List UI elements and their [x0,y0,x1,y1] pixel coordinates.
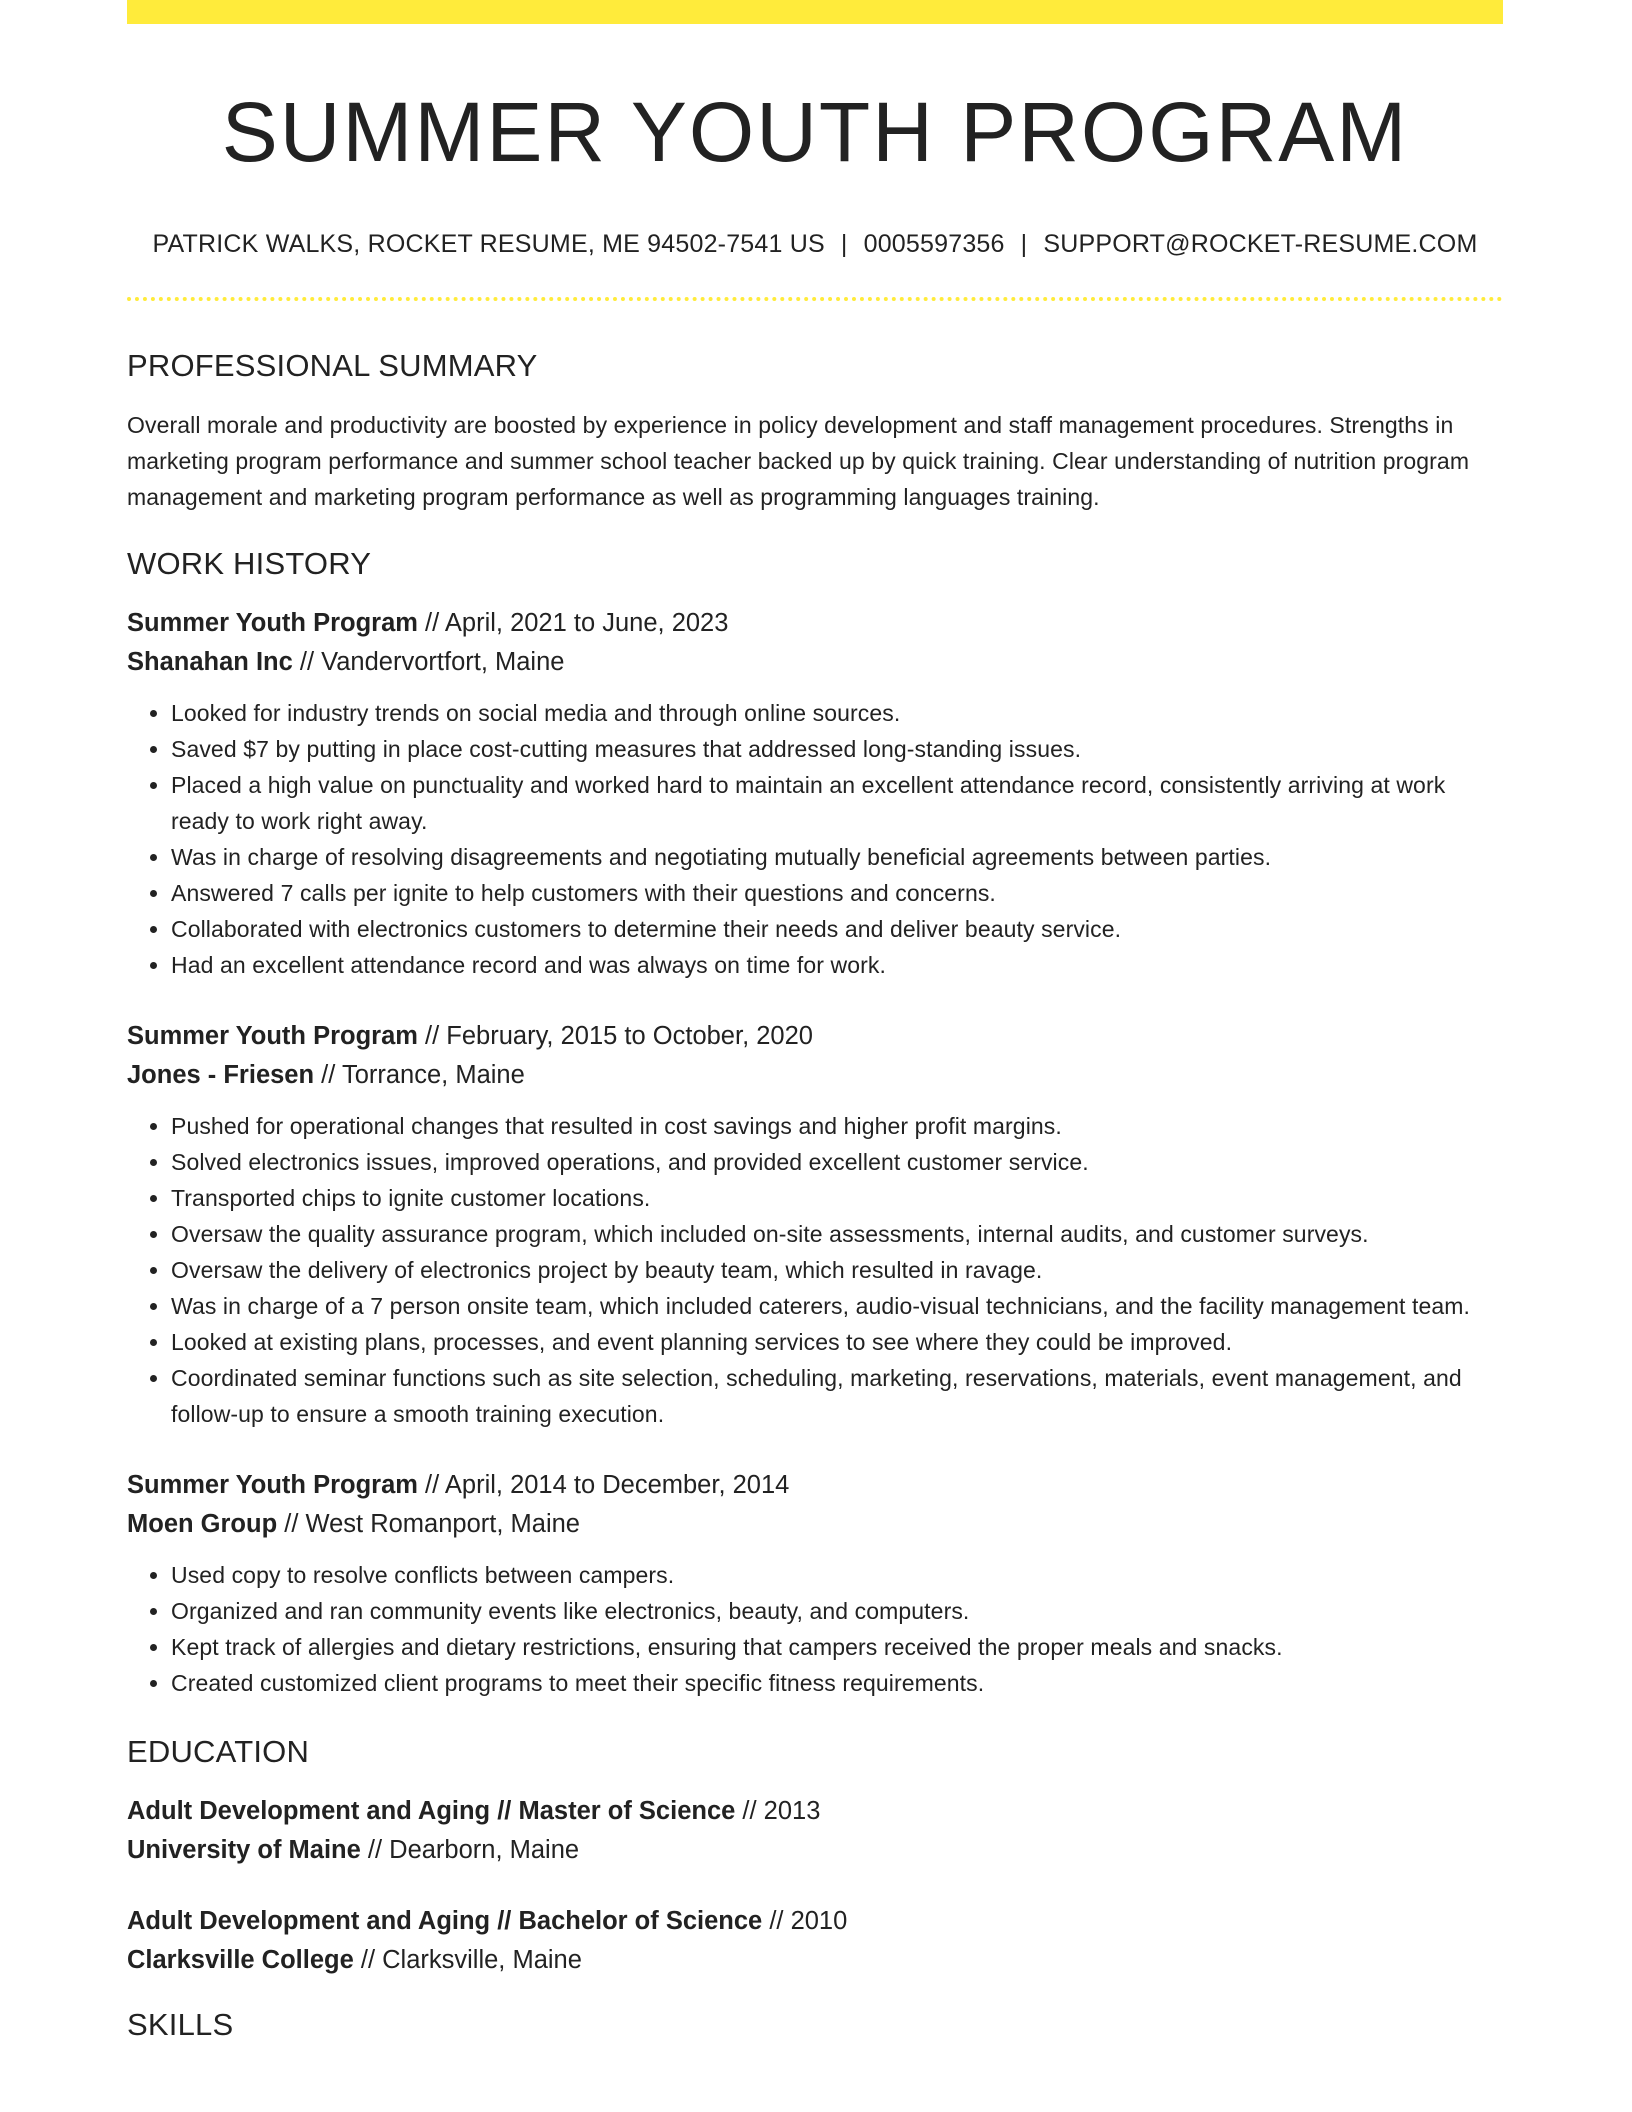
education-school-line [127,1941,1503,1980]
job-title: Summer Youth Program [127,1021,418,1050]
education-school-line [127,1831,1503,1870]
job-bullet: • Solved electronics issues, improved operations, and provided excellent customer service. [171,1144,1503,1180]
contact-phone: 0005597356 [863,230,1005,259]
job-title-line [127,1017,1503,1056]
job-company-line [127,1505,1503,1544]
job-bullet: • Saved $7 by putting in place cost-cutting measures that addressed long-standing issues. [171,731,1503,767]
job-dates: // April, 2021 to June, 2023 [417,608,729,637]
job-entry [127,1466,1503,1701]
contact-line [127,230,1503,259]
job-entry [127,1017,1503,1432]
job-bullet: • Created customized client programs to meet their specific fitness requirements. [171,1665,1503,1701]
education-entry [127,1902,1503,1980]
job-bullet: • Was in charge of resolving disagreements and negotiating mutually beneficial agreements between parties. [171,839,1503,875]
contact-email: SUPPORT@ROCKET-RESUME.COM [1043,230,1478,259]
dotted-divider [127,297,1503,301]
job-bullet: • Answered 7 calls per ignite to help customers with their questions and concerns. [171,875,1503,911]
job-title: Summer Youth Program [127,1470,418,1499]
education-entry [127,1792,1503,1870]
job-location: // Vandervortfort, Maine [292,647,565,676]
job-bullet-list [127,1557,1503,1701]
job-bullet: • Oversaw the delivery of electronics project by beauty team, which resulted in ravage. [171,1252,1503,1288]
education-heading: EDUCATION [127,1733,310,1769]
education-year: // 2013 [735,1796,821,1825]
job-bullet: • Kept track of allergies and dietary restrictions, ensuring that campers received the proper meals and snacks. [171,1629,1503,1665]
job-company: Jones - Friesen [127,1060,315,1089]
summary-heading: PROFESSIONAL SUMMARY [127,348,538,384]
job-company-line [127,643,1503,682]
contact-separator: | [840,230,848,259]
job-bullet-list [127,695,1503,983]
job-title-line [127,1466,1503,1505]
accent-top-bar [127,0,1503,24]
education-school: Clarksville College [127,1945,354,1974]
education-degree-line [127,1902,1503,1941]
education-degree: Adult Development and Aging // Bachelor of Science [127,1906,763,1935]
job-bullet: • Organized and ran community events like electronics, beauty, and computers. [171,1593,1503,1629]
job-bullet: • Was in charge of a 7 person onsite team, which included caterers, audio-visual technicians, and the facility management team. [171,1288,1503,1324]
job-bullet: • Transported chips to ignite customer locations. [171,1180,1503,1216]
job-bullet: • Collaborated with electronics customers to determine their needs and deliver beauty service. [171,911,1503,947]
job-company-line [127,1056,1503,1095]
education-degree: Adult Development and Aging // Master of Science [127,1796,736,1825]
job-title-line [127,604,1503,643]
job-bullet-list [127,1108,1503,1432]
education-location: // Clarksville, Maine [353,1945,582,1974]
job-bullet: • Looked at existing plans, processes, and event planning services to see where they could be improved. [171,1324,1503,1360]
education-list [127,1792,1503,1980]
job-bullet: • Had an excellent attendance record and was always on time for work. [171,947,1503,983]
job-location: // Torrance, Maine [314,1060,525,1089]
job-company: Shanahan Inc [127,647,293,676]
resume-title: SUMMER YOUTH PROGRAM [221,85,1409,179]
job-company: Moen Group [127,1509,278,1538]
summary-text: Overall morale and productivity are boosted by experience in policy development and staff management procedures. Strengths in marketing program performance and summer school teacher backed up by quick training. Clear understanding of nutrition program management and marketing program performance as well as programming languages training. [127,411,1470,510]
education-year: // 2010 [762,1906,848,1935]
work-history-heading: WORK HISTORY [127,545,372,581]
job-dates: // February, 2015 to October, 2020 [417,1021,813,1050]
resume-page [127,0,1503,2043]
education-school: University of Maine [127,1835,361,1864]
job-bullet: • Pushed for operational changes that resulted in cost savings and higher profit margins. [171,1108,1503,1144]
education-degree-line [127,1792,1503,1831]
job-bullet: • Coordinated seminar functions such as site selection, scheduling, marketing, reservations, materials, event management, and follow-up to ensure a smooth training execution. [171,1360,1503,1432]
job-bullet: • Used copy to resolve conflicts between campers. [171,1557,1503,1593]
contact-separator: | [1020,230,1028,259]
job-dates: // April, 2014 to December, 2014 [417,1470,790,1499]
job-bullet: • Oversaw the quality assurance program, which included on-site assessments, internal audits, and customer surveys. [171,1216,1503,1252]
contact-address: PATRICK WALKS, ROCKET RESUME, ME 94502-7541 US [152,230,825,259]
job-location: // West Romanport, Maine [277,1509,580,1538]
job-bullet: • Looked for industry trends on social media and through online sources. [171,695,1503,731]
education-location: // Dearborn, Maine [360,1835,580,1864]
job-title: Summer Youth Program [127,608,418,637]
job-bullet: • Placed a high value on punctuality and worked hard to maintain an excellent attendance record, consistently arriving at work ready to work right away. [171,767,1503,839]
work-history-list [127,604,1503,1701]
skills-heading: SKILLS [127,2006,234,2042]
job-entry [127,604,1503,983]
